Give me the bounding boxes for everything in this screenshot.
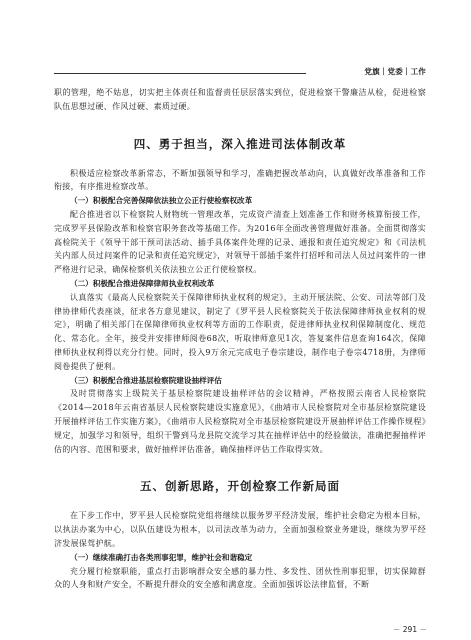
section-4-sub-3-title: （三）积极配合推进基层检察院建设抽样评估 <box>70 375 222 385</box>
section-4-sub-1-title: （一）积极配合完善保障依法独立公正行使检察权改革 <box>70 196 253 206</box>
section-4-title: 四、勇于担当，深入推进司法体制改革 <box>133 136 347 151</box>
section-4-lead: 积极适应检察改革新常态，不断加强领导和学习，准确把握改革动向，认真做好改革准备和工作衔接，有序推进检察改革。 <box>54 168 426 192</box>
section-4-sub-2-text: 认真落实《最高人民检察院关于保障律师执业权利的规定》，主动开展法院、公安、司法等部门及律协律师代表座谈，征求各方意见建议，制定了《罗平县人民检察院关于依法保障律师执业权利的规定》，明确了相关部门在保障律师执业权利等方面的工作职责，促进律师执业权利保障制度化、规范化、常态化。全年，接受并安排律师阅卷68次，听取律师意见1次，答复案件信息查询164次，保障律师执业权利得以充分行使。同时，投入9万余元完成电子卷宗建设，制作电子卷宗4718册，为律师阅卷提供了便利。 <box>54 292 426 371</box>
section-5-title: 五、创新思路，开创检察工作新局面 <box>140 479 340 494</box>
section-4-sub-3-text: 及时贯彻落实上级院关于基层检察院建设抽样评估的会议精神，严格按照云南省人民检察院《2014—2018年云南省基层人民检察院建设实施意见》，《曲靖市人民检察院对全市基层检察院建设开展抽样评估工作实施方案》，《曲靖市人民检察院对全市基层检察院建设开展抽样评估工作操作规程》规定，加强学习和领导，组织干警到马龙县院交流学习其在抽样评估中的经验做法，准确把握抽样评估的内容、范围和要求，做好抽样评估准备，确保抽样评估工作取得实效。 <box>54 389 426 454</box>
page-number: － 291 － <box>392 625 427 634</box>
document-body <box>54 86 426 592</box>
section-4-sub-1-text: 配合推进省以下检察院人财物统一管理改革，完成资产清查上划准备工作和财务核算衔接工作，完成罗平县保险改革和检察官职务套改等基础工作。为2016年全面改善管理做好准备。全面贯彻落实高检院关于《领导干部干预司法活动、插手具体案件处理的记录、通报和责任追究规定》和《司法机关内部人员过问案件的记录和责任追究规定》，对领导干部插手案件打招呼和司法人员过问案件的一律严格进行记录，确保检察机关依法独立公正行使检察权。 <box>54 209 426 275</box>
header-rule <box>54 73 306 74</box>
section-4-sub-2-title: （二）积极配合推进保障律师执业权利改革 <box>70 278 215 288</box>
running-header <box>54 64 426 80</box>
section-5-sub-1-text: 充分履行检察职能，重点打击影响群众安全感的暴力性、多发性、团伙性刑事犯罪，切实保障群众的人身和财产安全，不断提升群众的安全感和满意度。全面加强诉讼法律监督，不断 <box>54 566 426 590</box>
section-5-lead: 在下步工作中，罗平县人民检察院党组将继续以服务罗平经济发展，维护社会稳定为根本目标，以执法办案为中心，以队伍建设为根本，以司法改革为动力，全面加强检察业务建设，继续为罗平经济发展保驾护航。 <box>54 511 426 548</box>
header-title: 党旗｜党委｜工作 <box>364 67 426 76</box>
intro-paragraph: 职的管理，绝不姑息，切实把主体责任和监督责任层层落实到位，促进检察干警廉洁从检，促进检察队伍思想过硬、作风过硬、素质过硬。 <box>54 88 426 111</box>
section-5-sub-1-title: （一）继续准确打击各类刑事犯罪，维护社会和谐稳定 <box>70 552 253 562</box>
